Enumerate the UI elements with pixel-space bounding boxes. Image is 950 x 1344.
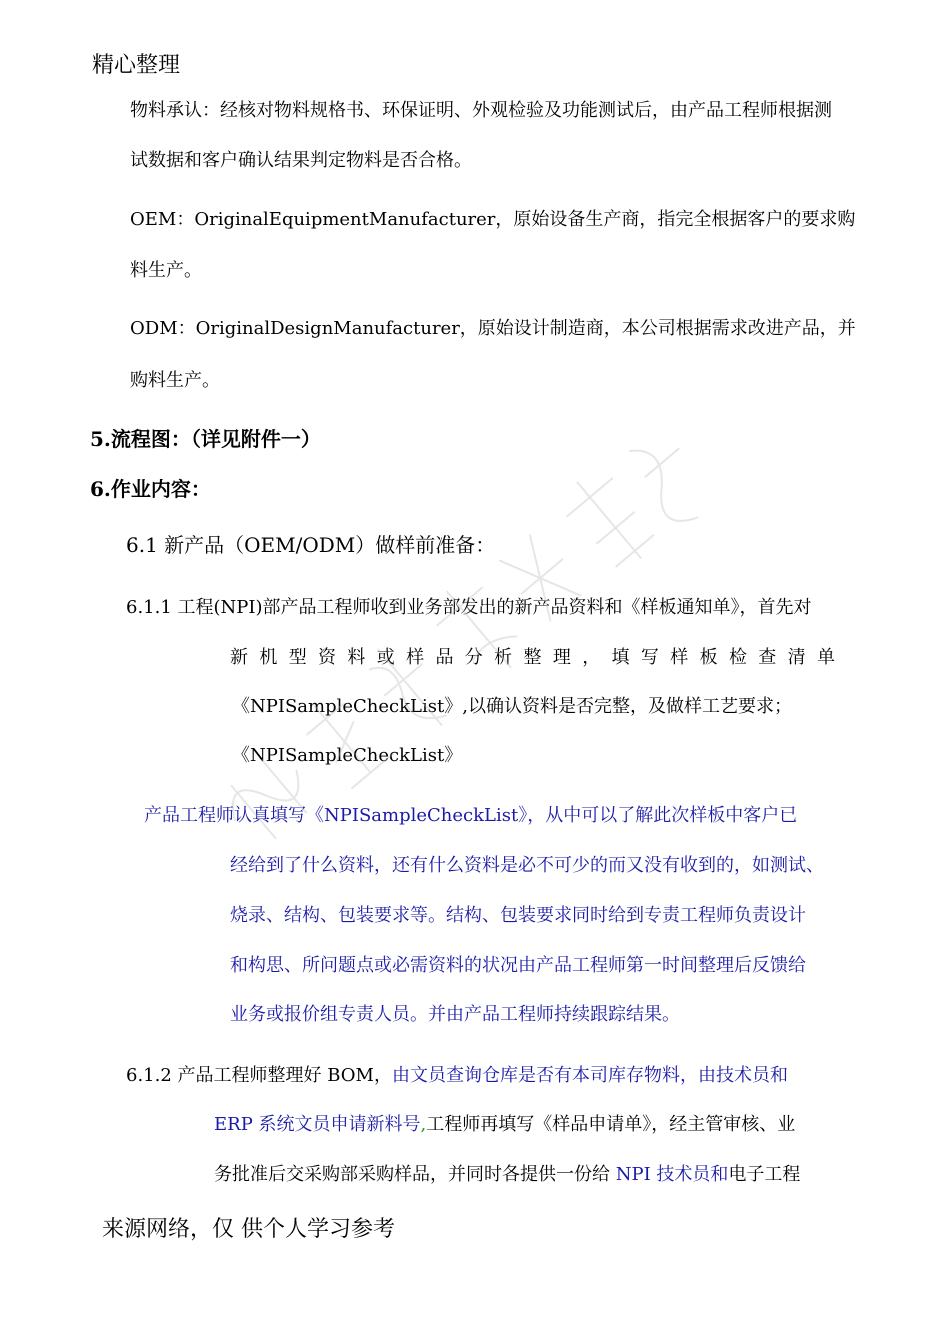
blue-para-line1: 产品工程师认真填写《NPISampleCheckList》，从中可以了解此次样板中客户已 (144, 805, 798, 826)
blue-para-line2: 经给到了什么资料，还有什么资料是必不可少的而又没有收到的，如测试、 (230, 855, 824, 876)
def-oem-line1: OEM：OriginalEquipmentManufacturer，原始设备生产商，指完全根据客户的要求购 (130, 209, 856, 230)
s612-line1 (126, 1061, 788, 1087)
def-oem-line2: 料生产。 (130, 260, 202, 281)
s612-line1-black: 6.1.2 产品工程师整理好 BOM， (126, 1065, 392, 1086)
s612-line2-comma: , (420, 1114, 427, 1135)
s611-line2: 新机型资料或样品分析整理，填写样板检查清单 (230, 647, 835, 668)
section-5-heading: 5.流程图：（详见附件一） (90, 427, 321, 451)
def-odm-line2: 购料生产。 (130, 370, 220, 391)
s612-line3-black-end: 电子工程 (728, 1164, 801, 1185)
s612-line3 (214, 1160, 800, 1186)
s612-line1-blue: 由文员查询仓库是否有本司库存物料，由技术员和 (392, 1065, 788, 1086)
s612-line3-black: 务批准后交采购部采购样品，并同时各提供一份给 (214, 1164, 616, 1185)
watermark-graphic (120, 330, 820, 970)
blue-para-line3: 烧录、结构、包装要求等。结构、包装要求同时给到专责工程师负责设计 (230, 905, 806, 926)
page-header: 精心整理 (92, 53, 181, 78)
def-material-line2: 试数据和客户确认结果判定物料是否合格。 (130, 150, 472, 171)
page-footer: 来源网络，仅 供个人学习参考 (102, 1217, 395, 1242)
blue-para-line4: 和构思、所问题点或必需资料的状况由产品工程师第一时间整理后反馈给 (230, 955, 806, 976)
def-odm-line1: ODM：OriginalDesignManufacturer，原始设计制造商，本公司根据需求改进产品，并 (130, 318, 856, 339)
s612-line3-blue: NPI 技术员和 (615, 1164, 729, 1185)
s611-line4: 《NPISampleCheckList》 (232, 745, 463, 766)
blue-para-line5: 业务或报价组专责人员。并由产品工程师持续跟踪结果。 (230, 1004, 680, 1025)
s611-line3: 《NPISampleCheckList》,以确认资料是否完整，及做样工艺要求； (232, 696, 792, 717)
s611-line1: 6.1.1 工程(NPI)部产品工程师收到业务部发出的新产品资料和《样板通知单》，首先对 (126, 597, 812, 618)
s612-line2 (214, 1110, 795, 1136)
section-6-1-heading: 6.1 新产品（OEM/ODM）做样前准备： (126, 533, 496, 557)
section-6-heading: 6.作业内容： (90, 477, 211, 501)
s612-line2-blue: ERP 系统文员申请新料号 (214, 1114, 421, 1135)
s612-line2-black: 工程师再填写《样品申请单》，经主管审核、业 (426, 1114, 796, 1135)
def-material-line1: 物料承认：经核对物料规格书、环保证明、外观检验及功能测试后，由产品工程师根据测 (130, 100, 832, 121)
